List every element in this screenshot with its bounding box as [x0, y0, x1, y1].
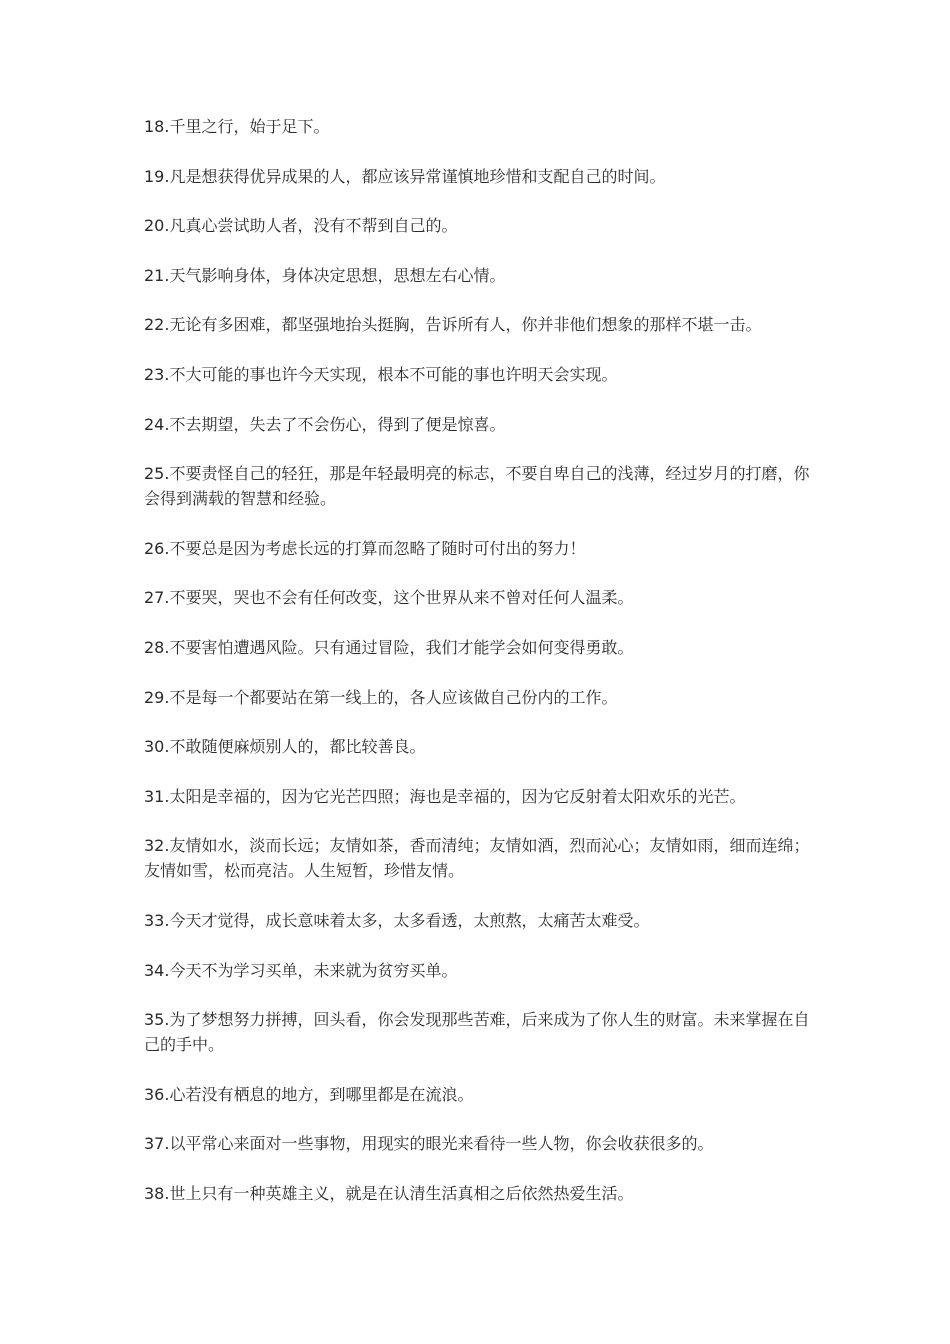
quote-item-36: 36.心若没有栖息的地方，到哪里都是在流浪。: [144, 1084, 474, 1104]
quote-list: [144, 114, 816, 1230]
quote-item-27: 27.不要哭，哭也不会有任何改变，这个世界从来不曾对任何人温柔。: [144, 588, 634, 608]
quote-item-21: 21.天气影响身体，身体决定思想，思想左右心情。: [144, 265, 506, 285]
quote-item-33: 33.今天才觉得，成长意味着太多，太多看透，太煎熬，太痛苦太难受。: [144, 910, 650, 930]
quote-item-29: 29.不是每一个都要站在第一线上的，各人应该做自己份内的工作。: [144, 687, 618, 707]
quote-item-37: 37.以平常心来面对一些事物，用现实的眼光来看待一些人物，你会收获很多的。: [144, 1134, 714, 1154]
quote-item-26: 26.不要总是因为考虑长远的打算而忽略了随时可付出的努力！: [144, 538, 586, 558]
quote-item-30: 30.不敢随便麻烦别人的，都比较善良。: [144, 737, 426, 757]
quote-item-28: 28.不要害怕遭遇风险。只有通过冒险，我们才能学会如何变得勇敢。: [144, 637, 634, 657]
quote-item-20: 20.凡真心尝试助人者，没有不帮到自己的。: [144, 216, 458, 236]
quote-item-22: 22.无论有多困难，都坚强地抬头挺胸，告诉所有人，你并非他们想象的那样不堪一击。: [144, 315, 762, 335]
quote-item-35: 35.为了梦想努力拼搏，回头看，你会发现那些苦难，后来成为了你人生的财富。未来掌握在自己的手中。: [144, 1010, 810, 1055]
quote-item-18: 18.千里之行，始于足下。: [144, 117, 330, 136]
quote-item-34: 34.今天不为学习买单，未来就为贫穷买单。: [144, 960, 458, 980]
quote-item-19: 19.凡是想获得优异成果的人，都应该异常谨慎地珍惜和支配自己的时间。: [144, 166, 666, 186]
quote-item-24: 24.不去期望，失去了不会伤心，得到了便是惊喜。: [144, 414, 506, 434]
quote-item-25: 25.不要责怪自己的轻狂，那是年轻最明亮的标志，不要自卑自己的浅薄，经过岁月的打磨，你会得到满载的智慧和经验。: [144, 464, 810, 509]
quote-item-23: 23.不大可能的事也许今天实现，根本不可能的事也许明天会实现。: [144, 364, 618, 384]
quote-item-31: 31.太阳是幸福的，因为它光芒四照；海也是幸福的，因为它反射着太阳欢乐的光芒。: [144, 786, 746, 806]
quote-item-38: 38.世上只有一种英雄主义，就是在认清生活真相之后依然热爱生活。: [144, 1183, 634, 1203]
quote-item-32: 32.友情如水，淡而长远；友情如茶，香而清纯；友情如酒，烈而沁心；友情如雨，细而连绵；友情如雪，松而亮洁。人生短暂，珍惜友情。: [144, 836, 810, 881]
